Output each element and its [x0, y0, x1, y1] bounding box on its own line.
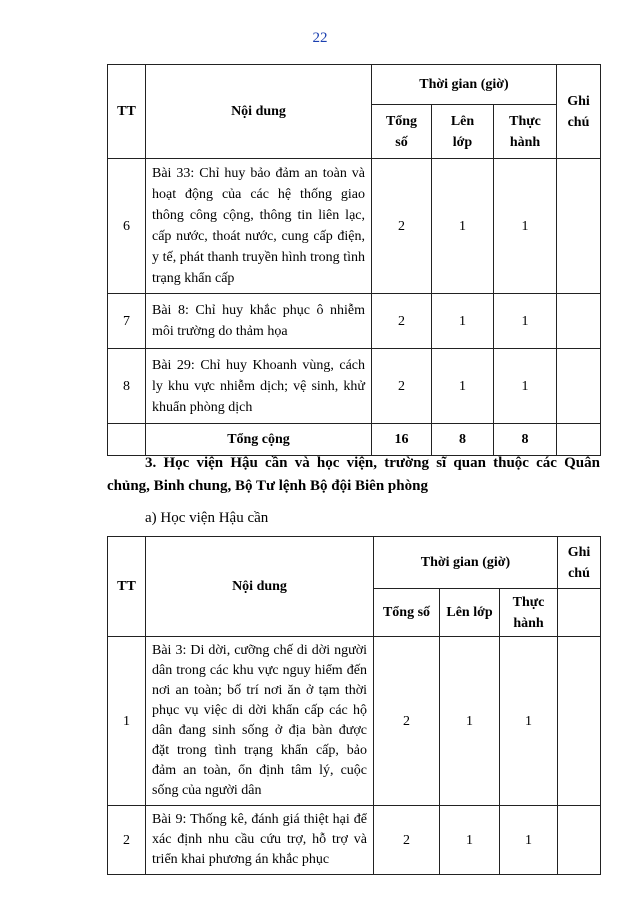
row-note [557, 294, 601, 349]
row-classroom: 1 [440, 806, 500, 875]
row-practice: 1 [500, 637, 558, 806]
row-content: Bài 33: Chỉ huy bảo đảm an toàn và hoạt động của các hệ thống giao thông công cộng, thông tin liên lạc, cấp nước, thoát nước, cung cấp điện, y tế, phát thanh truyền hình trong tình trạng khẩn cấp [146, 159, 372, 294]
row-tt: 2 [108, 806, 146, 875]
row-classroom: 1 [432, 159, 494, 294]
header-classroom: Lên lớp [432, 105, 494, 159]
row-classroom: 1 [440, 637, 500, 806]
total-row [108, 424, 601, 456]
row-total: 2 [372, 294, 432, 349]
row-note [557, 159, 601, 294]
table-row [108, 294, 601, 349]
total-tt [108, 424, 146, 456]
header-tt: TT [108, 537, 146, 637]
subsection-a-heading: a) Học viện Hậu cần [145, 510, 269, 526]
row-practice: 1 [494, 294, 557, 349]
training-table-1 [107, 64, 601, 456]
total-hours: 16 [372, 424, 432, 456]
header-content: Nội dung [146, 537, 374, 637]
row-content: Bài 29: Chỉ huy Khoanh vùng, cách ly khu vực nhiễm dịch; vệ sinh, khử khuẩn phòng dịch [146, 349, 372, 424]
table-row [108, 159, 601, 294]
row-tt: 1 [108, 637, 146, 806]
total-note [557, 424, 601, 456]
training-table-2 [107, 536, 601, 875]
row-note [558, 637, 601, 806]
total-practice: 8 [494, 424, 557, 456]
header-note-label: Ghi chú [567, 93, 590, 130]
table-row [108, 806, 601, 875]
section-3-heading: 3. Học viện Hậu cần và học viện, trường sĩ quan thuộc các Quân chủng, Binh chung, Bộ Tư lệnh Bộ đội Biên phòng [107, 455, 600, 494]
row-note [558, 806, 601, 875]
row-content: Bài 9: Thống kê, đánh giá thiệt hại để xác định nhu cầu cứu trợ, hỗ trợ và triển khai phương án khắc phục [146, 806, 374, 875]
row-classroom: 1 [432, 349, 494, 424]
page-number: 22 [312, 30, 328, 46]
row-note [557, 349, 601, 424]
header-total: Tổng số [374, 589, 440, 637]
row-tt: 6 [108, 159, 146, 294]
row-total: 2 [374, 806, 440, 875]
header-note: Ghi chú [558, 537, 601, 589]
header-practice: Thực hành [494, 105, 557, 159]
row-content: Bài 8: Chỉ huy khắc phục ô nhiễm môi trường do thảm họa [146, 294, 372, 349]
row-total: 2 [374, 637, 440, 806]
row-classroom: 1 [432, 294, 494, 349]
header-time-group: Thời gian (giờ) [374, 537, 558, 589]
row-content: Bài 3: Di dời, cưỡng chế di dời người dân trong các khu vực nguy hiểm đến nơi an toàn; bố trí nơi ăn ở tạm thời phục vụ việc di dời khẩn cấp các hộ dân đang sinh sống ở địa bàn được đặt trong tình trạng khẩn cấp, bảo đảm an toàn, ổn định tâm lý, cuộc sống của người dân [146, 637, 374, 806]
row-tt: 7 [108, 294, 146, 349]
header-classroom: Lên lớp [440, 589, 500, 637]
table-row [108, 637, 601, 806]
total-label: Tổng cộng [146, 424, 372, 456]
total-classroom: 8 [432, 424, 494, 456]
header-note-blank [558, 589, 601, 637]
row-practice: 1 [500, 806, 558, 875]
row-practice: 1 [494, 159, 557, 294]
header-note [557, 65, 601, 159]
header-total: Tổng số [372, 105, 432, 159]
header-content: Nội dung [146, 65, 372, 159]
header-tt: TT [108, 65, 146, 159]
row-practice: 1 [494, 349, 557, 424]
row-total: 2 [372, 159, 432, 294]
row-total: 2 [372, 349, 432, 424]
row-tt: 8 [108, 349, 146, 424]
table-row [108, 349, 601, 424]
header-practice: Thực hành [500, 589, 558, 637]
header-time-group: Thời gian (giờ) [372, 65, 557, 105]
